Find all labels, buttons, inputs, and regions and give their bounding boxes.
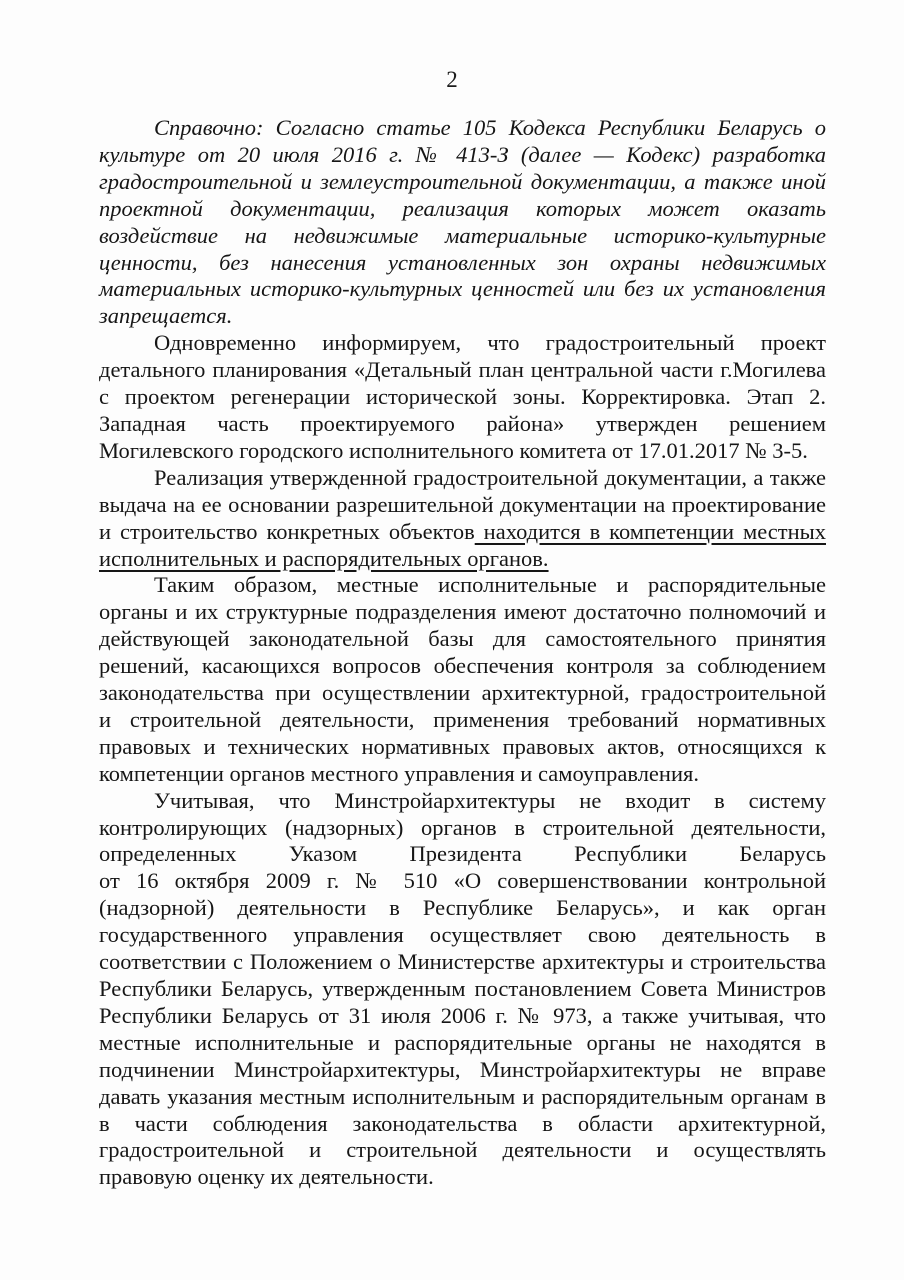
text-segment: давать указания местным исполнительным и распорядительным органам в <box>99 1083 826 1109</box>
text-segment: Республики Беларусь от 31 июля 2006 г. № 973, а также учитывая, что <box>99 1002 826 1028</box>
text-line <box>99 115 826 142</box>
text-segment: детального планирования «Детальный план центральной части г.Могилева <box>99 357 826 383</box>
text-line <box>99 653 826 680</box>
text-line <box>99 841 826 868</box>
text-line <box>99 788 826 815</box>
paragraph-local-authorities-powers <box>99 572 826 787</box>
text-line <box>99 357 826 384</box>
text-line <box>99 1030 826 1057</box>
text-line <box>99 519 826 546</box>
text-line <box>99 196 826 223</box>
text-line <box>99 1003 826 1030</box>
text-segment: Могилевского городского исполнительного комитета от 17.01.2017 № 3-5. <box>99 437 808 463</box>
text-line <box>99 599 826 626</box>
underlined-text: находится в компетенции местных <box>474 518 826 544</box>
text-line <box>99 1111 826 1138</box>
text-line <box>99 169 826 196</box>
text-segment: органы и их структурные подразделения имеют достаточно полномочий и <box>99 599 826 625</box>
text-segment: компетенции органов местного управления и самоуправления. <box>99 760 699 786</box>
text-line <box>99 734 826 761</box>
text-segment: от 16 октября 2009 г. № 510 «О совершенствовании контрольной <box>99 868 826 894</box>
text-segment: законодательства при осуществлении архитектурной, градостроительной <box>99 680 826 706</box>
text-line <box>99 276 826 303</box>
text-segment: ценности, без нанесения установленных зон охраны недвижимых <box>99 249 826 275</box>
text-line <box>99 384 826 411</box>
text-segment: подчинении Минстройархитектуры, Минстройархитектуры не вправе <box>99 1056 826 1082</box>
page-number: 2 <box>446 67 458 92</box>
text-segment: Справочно: Согласно статье 105 Кодекса Республики Беларусь о <box>154 115 826 140</box>
text-line <box>99 411 826 438</box>
text-segment: правовую оценку их деятельности. <box>99 1164 434 1190</box>
text-line <box>99 895 826 922</box>
text-segment: запрещается. <box>99 303 233 329</box>
text-segment: соответствии с Положением о Министерстве архитектуры и строительства <box>99 949 826 975</box>
paragraph-reference-note <box>99 115 826 330</box>
text-line <box>99 949 826 976</box>
text-segment: определенных Указом Президента Республики Беларусь <box>99 841 826 867</box>
text-segment: Таким образом, местные исполнительные и распорядительные <box>154 572 826 598</box>
text-line <box>99 492 826 519</box>
text-segment: Учитывая, что Минстройархитектуры не входит в систему <box>154 787 826 813</box>
text-segment: воздействие на недвижимые материальные историко-культурные <box>99 222 826 248</box>
text-line <box>99 680 826 707</box>
text-line <box>99 330 826 357</box>
text-line <box>99 1164 826 1191</box>
paragraph-ministry-position <box>99 788 826 1192</box>
text-line <box>99 707 826 734</box>
text-segment: Западная часть проектируемого района» утвержден решением <box>99 410 826 436</box>
text-segment: действующей законодательной базы для самостоятельного принятия <box>99 626 826 652</box>
text-segment: (надзорной) деятельности в Республике Беларусь», и как орган <box>99 895 826 921</box>
text-segment: и строительной деятельности, применения требований нормативных <box>99 706 826 732</box>
text-line <box>99 761 826 788</box>
text-segment: Одновременно информируем, что градостроительный проект <box>154 330 826 356</box>
text-segment: решений, касающихся вопросов обеспечения контроля за соблюдением <box>99 653 826 679</box>
text-segment: с проектом регенерации исторической зоны. Корректировка. Этап 2. <box>99 384 826 410</box>
text-segment: Реализация утвержденной градостроительной документации, а также <box>154 464 826 490</box>
text-segment: градостроительной и землеустроительной документации, а также иной <box>99 168 826 194</box>
text-line <box>99 250 826 277</box>
text-segment: и строительство конкретных объектов <box>99 518 475 544</box>
text-segment: проектной документации, реализация которых может оказать <box>99 195 826 221</box>
text-line <box>99 223 826 250</box>
text-line <box>99 815 826 842</box>
text-line <box>99 1057 826 1084</box>
text-segment: государственного управления осуществляет свою деятельность в <box>99 922 826 948</box>
text-segment: местные исполнительные и распорядительные органы не находятся в <box>99 1029 826 1055</box>
text-line <box>99 868 826 895</box>
paragraph-detailed-plan-info <box>99 330 826 465</box>
text-line <box>99 546 826 573</box>
text-line <box>99 1084 826 1111</box>
text-line <box>99 922 826 949</box>
text-line <box>99 465 826 492</box>
text-segment: культуре от 20 июля 2016 г. № 413-З (далее — Кодекс) разработка <box>99 141 826 167</box>
text-line <box>99 626 826 653</box>
text-block <box>99 115 826 1191</box>
text-line <box>99 438 826 465</box>
text-line <box>99 142 826 169</box>
text-segment: выдача на ее основании разрешительной документации на проектирование <box>99 491 826 517</box>
text-segment: градостроительной и строительной деятельности и осуществлять <box>99 1137 826 1163</box>
underlined-text: исполнительных и распорядительных органов. <box>99 545 549 571</box>
paragraph-competence-statement <box>99 465 826 573</box>
text-segment: Республики Беларусь, утвержденным постановлением Совета Министров <box>99 976 826 1001</box>
text-segment: в части соблюдения законодательства в области архитектурной, <box>99 1110 826 1136</box>
text-line <box>99 976 826 1003</box>
text-segment: контролирующих (надзорных) органов в строительной деятельности, <box>99 814 826 840</box>
text-segment: правовых и технических нормативных правовых актов, относящихся к <box>99 733 826 759</box>
text-segment: материальных историко-культурных ценностей или без их установления <box>99 276 826 302</box>
text-line <box>99 572 826 599</box>
text-line <box>99 303 826 330</box>
text-line <box>99 1137 826 1164</box>
